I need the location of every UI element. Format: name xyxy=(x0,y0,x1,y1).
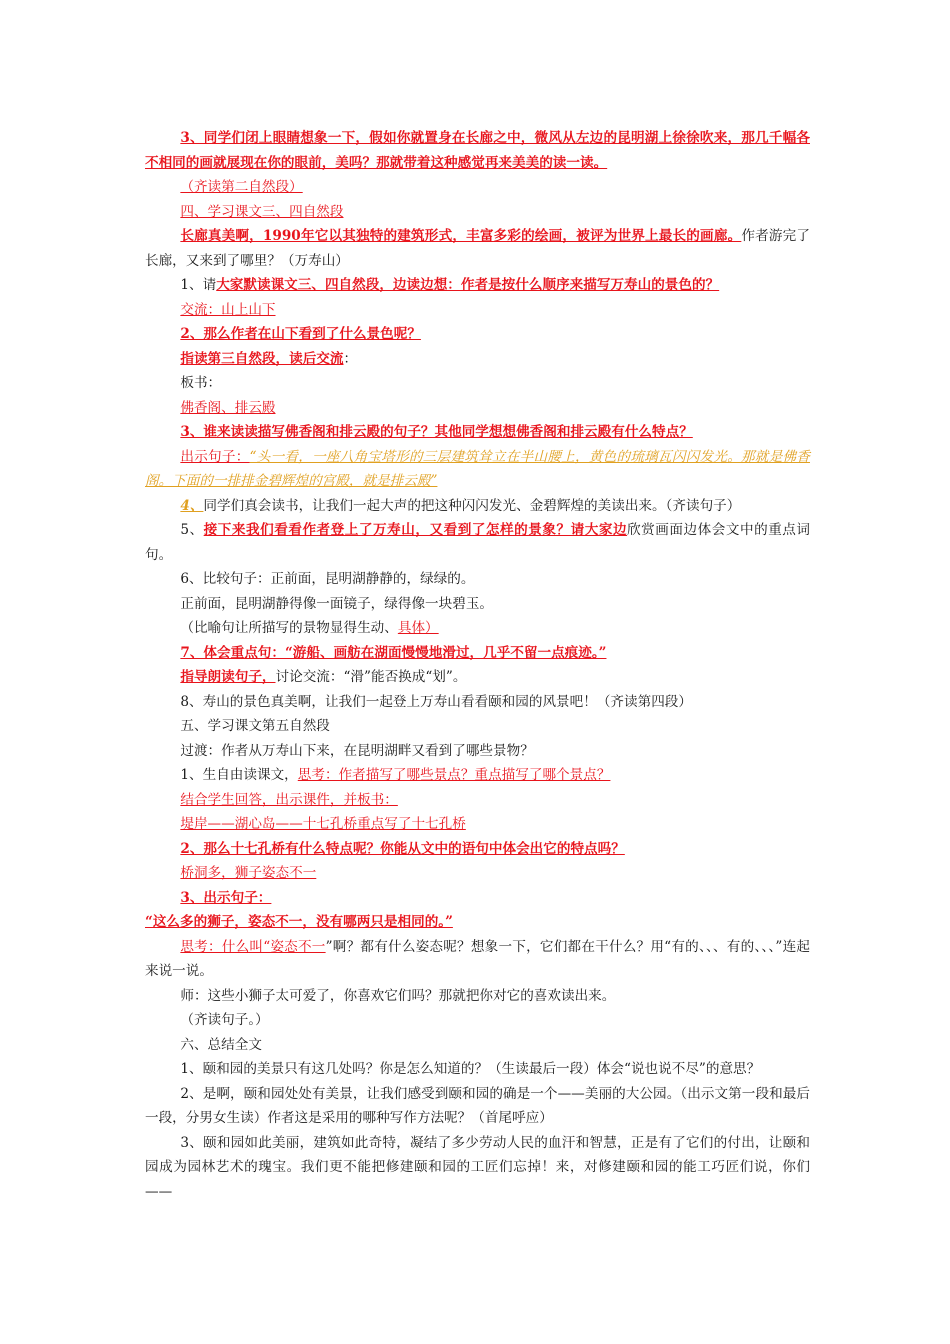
paragraph: 师：这些小狮子太可爱了，你喜欢它们吗？那就把你对它的喜欢读出来。 xyxy=(180,987,616,1004)
paragraph: 1、颐和园的美景只有这几处吗？你是怎么知道的？（生读最后一段）体会“说也说不尽”的意思？ xyxy=(180,1061,761,1077)
paragraph: 五、学习课文第五自然段 xyxy=(180,718,330,734)
paragraph: 交流：山上山下 xyxy=(180,301,276,318)
paragraph: （齐读第二自然段） xyxy=(180,179,303,195)
paragraph: 长廊真美啊，1990年它以其独特的建筑形式，丰富多彩的绘画，被评为世界上最长的画廊。作者游完了长廊，又来到了哪里？（万寿山） xyxy=(145,228,810,269)
lesson-text xyxy=(145,126,810,1204)
paragraph: （比喻句让所描写的景物显得生动、具体） xyxy=(180,620,439,636)
paragraph: 四、学习课文三、四自然段 xyxy=(180,203,344,220)
paragraph: 2、那么十七孔桥有什么特点呢？你能从文中的语句中体会出它的特点吗？ xyxy=(180,840,625,857)
paragraph: 指导朗读句子，讨论交流：“滑”能否换成“划”。 xyxy=(180,669,467,685)
paragraph: 7、体会重点句：“游船、画舫在湖面慢慢地滑过，几乎不留一点痕迹。” xyxy=(180,644,607,661)
paragraph: 结合学生回答，出示课件，并板书： xyxy=(180,791,398,808)
paragraph: 3、出示句子： xyxy=(180,889,272,906)
paragraph: 3、同学们闭上眼睛想象一下，假如你就置身在长廊之中，微风从左边的昆明湖上徐徐吹来，那几千幅各不相同的画就展现在你的眼前，美吗？那就带着这种感觉再来美美的读一读。 xyxy=(145,130,810,171)
paragraph: 5、接下来我们看看作者登上了万寿山，又看到了怎样的景象？请大家边欣赏画面边体会文中的重点词句。 xyxy=(145,522,811,563)
paragraph: 堤岸——湖心岛——十七孔桥重点写了十七孔桥 xyxy=(180,816,466,832)
paragraph: 6、比较句子：正前面，昆明湖静静的，绿绿的。 xyxy=(180,571,475,587)
paragraph: 思考：什么叫“姿态不一”啊？都有什么姿态呢？想象一下，它们都在干什么？用“有的、、、有的、、、”连起来说一说。 xyxy=(145,938,810,979)
paragraph: 4、同学们真会读书，让我们一起大声的把这种闪闪发光、金碧辉煌的美读出来。（齐读句子） xyxy=(180,497,741,514)
paragraph: 1、生自由读课文，思考：作者描写了哪些景点？重点描写了哪个景点？ xyxy=(180,767,611,783)
paragraph: 佛香阁、排云殿 xyxy=(180,399,276,416)
paragraph: 板书： xyxy=(180,375,222,391)
paragraph: 1、请大家默读课文三、四自然段，边读边想：作者是按什么顺序来描写万寿山的景色的？ xyxy=(180,277,720,293)
paragraph: 出示句子：“头一看，一座八角宝塔形的三层建筑耸立在半山腰上，黄色的琉璃瓦闪闪发光。那就是佛香阁。下面的一排排金碧辉煌的宫殿，就是排云殿” xyxy=(145,448,810,489)
paragraph: 六、总结全文 xyxy=(180,1036,262,1053)
paragraph: 3、谁来读读描写佛香阁和排云殿的句子？其他同学想想佛香阁和排云殿有什么特点？ xyxy=(180,424,693,440)
paragraph: 正前面，昆明湖静得像一面镜子，绿得像一块碧玉。 xyxy=(180,595,494,612)
paragraph: 3、颐和园如此美丽，建筑如此奇特，凝结了多少劳动人民的血汗和智慧，正是有了它们的付出，让颐和园成为园林艺术的瑰宝。我们更不能把修建颐和园的工匠们忘掉！来，对修建颐和园的能工巧匠们说，你们—— xyxy=(145,1134,810,1200)
paragraph: 2、是啊，颐和园处处有美景，让我们感受到颐和园的确是一个——美丽的大公园。（出示文第一段和最后一段，分男女生读）作者这是采用的哪种写作方法呢？（首尾呼应） xyxy=(145,1085,810,1126)
paragraph: 2、那么作者在山下看到了什么景色呢？ xyxy=(180,326,421,342)
paragraph: 8、寿山的景色真美啊，让我们一起登上万寿山看看颐和园的风景吧！（齐读第四段） xyxy=(180,693,692,710)
paragraph: （齐读句子。） xyxy=(180,1012,269,1028)
paragraph: 指读第三自然段，读后交流： xyxy=(180,350,358,367)
paragraph: “这么多的狮子，姿态不一，没有哪两只是相同的。” xyxy=(145,914,453,930)
paragraph: 过渡：作者从万寿山下来，在昆明湖畔又看到了哪些景物？ xyxy=(180,742,534,759)
paragraph: 桥洞多，狮子姿态不一 xyxy=(180,865,317,881)
